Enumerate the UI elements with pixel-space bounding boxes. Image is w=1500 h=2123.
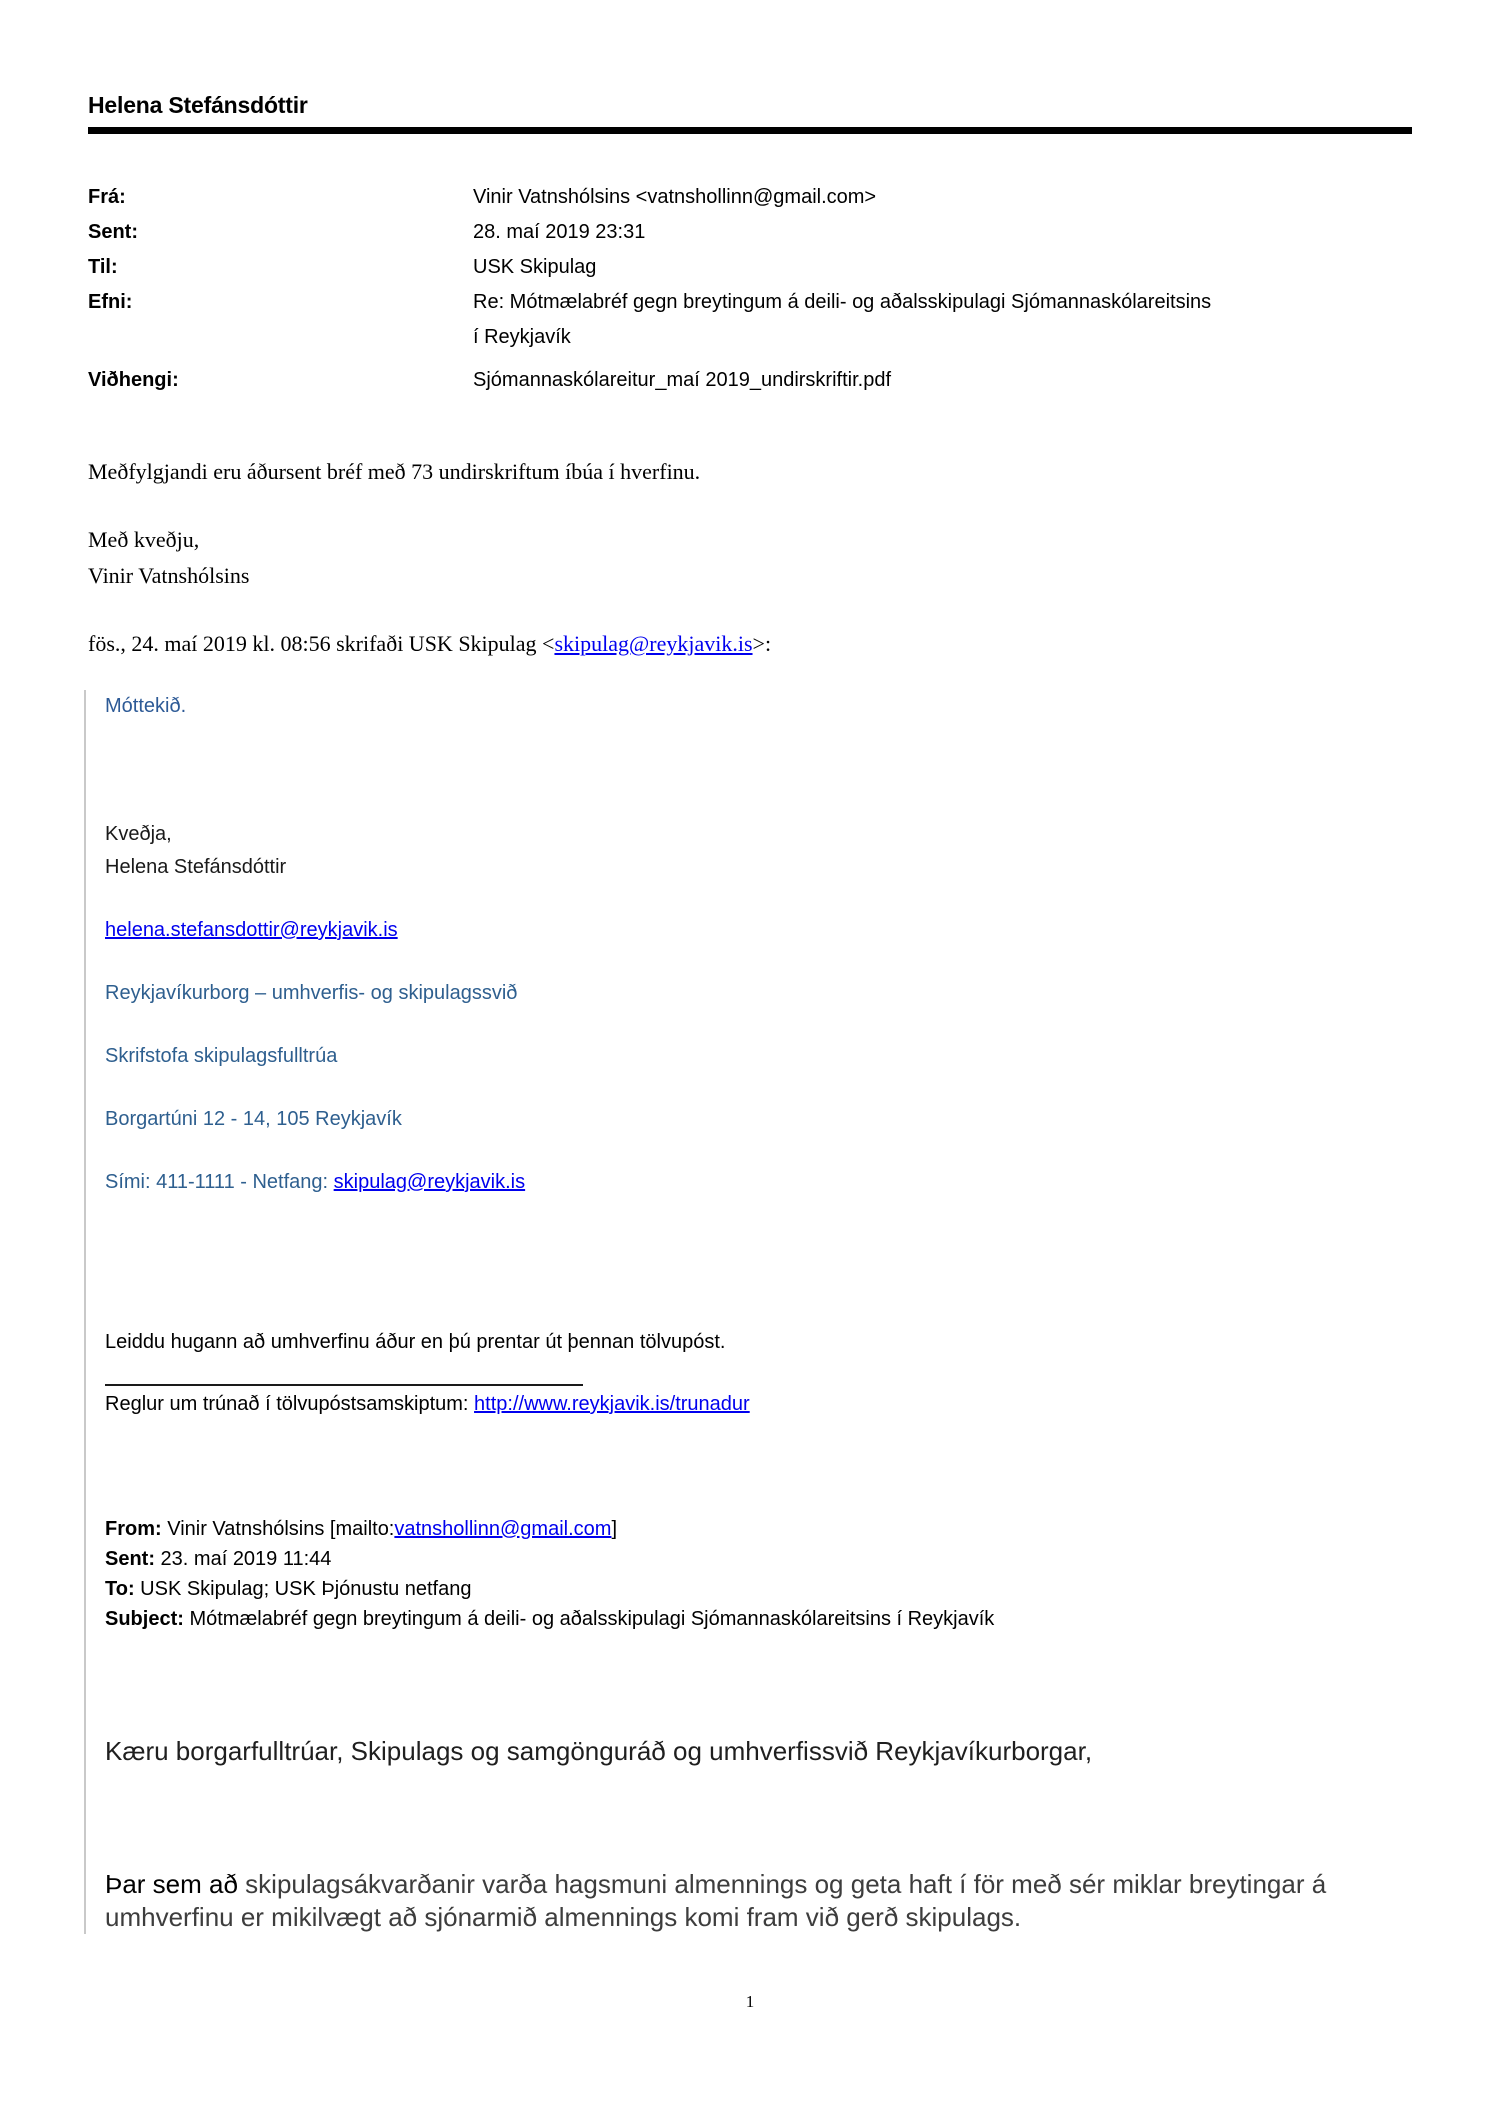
title-divider-rule — [88, 127, 1412, 134]
meta-label-from: Frá: — [88, 186, 126, 208]
received-line: Móttekið. — [105, 695, 187, 717]
forwarded-to-line — [105, 1578, 471, 1600]
from-email-link[interactable]: vatnshollinn@gmail.com — [394, 1518, 612, 1540]
meta-row-to — [88, 250, 1412, 285]
signature-greeting-block — [105, 818, 1412, 884]
to-label: To: — [105, 1578, 135, 1600]
rules-link[interactable]: http://www.reykjavik.is/trunadur — [474, 1393, 750, 1415]
to-text: USK Skipulag; USK Þjónustu netfang — [134, 1578, 472, 1600]
quoted-email-block — [84, 690, 1412, 1934]
meta-row-attachment — [88, 363, 1412, 398]
phone-prefix: Sími: 411-1111 - Netfang: — [105, 1171, 334, 1193]
rules-prefix: Reglur um trúnað í tölvupóstsamskiptum: — [105, 1393, 475, 1415]
subject-line-1: Re: Mótmælabréf gegn breytingum á deili- og aðalsskipulagi Sjómannaskólareitsins — [473, 291, 1212, 313]
forwarded-from-line — [105, 1518, 617, 1540]
office-line: Skrifstofa skipulagsfulltrúa — [105, 1045, 338, 1067]
signer-email-link[interactable]: helena.stefansdottir@reykjavik.is — [105, 919, 398, 941]
final-paragraph — [105, 1868, 1365, 1934]
eco-note-line: Leiddu hugann að umhverfinu áður en þú prentar út þennan tölvupóst. — [105, 1331, 726, 1353]
closing-line: Með kveðju, — [88, 527, 200, 552]
forwarded-subject-line — [105, 1608, 994, 1630]
meta-value-from: Vinir Vatnshólsins <vatnshollinn@gmail.com> — [473, 186, 877, 208]
address-line: Borgartúni 12 - 14, 105 Reykjavík — [105, 1108, 402, 1130]
sent-text: 23. maí 2019 11:44 — [155, 1548, 332, 1570]
reply-intro-suffix: >: — [752, 631, 772, 656]
signer-email-line — [105, 914, 1412, 946]
from-suffix: ] — [611, 1518, 617, 1540]
subject-text: Mótmælabréf gegn breytingum á deili- og aðalsskipulagi Sjómannaskólareitsins í Reykjavík — [183, 1608, 995, 1630]
signer-name: Helena Stefánsdóttir — [105, 856, 287, 878]
meta-label-sent: Sent: — [88, 221, 138, 243]
reply-intro-prefix: fös., 24. maí 2019 kl. 08:56 skrifaði USK Skipulag < — [88, 631, 555, 656]
forwarded-header-block — [105, 1514, 1412, 1634]
separator-line — [105, 1384, 583, 1386]
sender-line: Vinir Vatnshólsins — [88, 563, 250, 588]
greeting-line: Kveðja, — [105, 823, 172, 845]
meta-row-subject — [88, 285, 1412, 355]
rules-line — [105, 1388, 1412, 1420]
phone-line — [105, 1166, 1412, 1198]
from-text: Vinir Vatnshólsins [mailto: — [161, 1518, 395, 1540]
org-line: Reykjavíkurborg – umhverfis- og skipulagssvið — [105, 982, 518, 1004]
closing-block — [88, 522, 1412, 594]
meta-label-to: Til: — [88, 256, 118, 278]
meta-label-attachment: Viðhengi: — [88, 369, 179, 391]
meta-row-from — [88, 180, 1412, 215]
forwarded-sent-line — [105, 1548, 331, 1570]
subject-label: Subject: — [105, 1608, 184, 1630]
final-paragraph-lead: Þar sem að — [105, 1869, 238, 1899]
meta-row-sent — [88, 215, 1412, 250]
reply-email-link[interactable]: skipulag@reykjavik.is — [554, 631, 753, 656]
email-metadata — [88, 180, 1412, 398]
final-paragraph-rest: skipulagsákvarðanir varða hagsmuni almennings og geta haft í för með sér miklar breytingar á umhverfinu er mikilvægt að sjónarmið almennings komi fram við gerð skipulags. — [105, 1869, 1327, 1932]
sent-label: Sent: — [105, 1548, 155, 1570]
meta-value-to: USK Skipulag — [473, 256, 597, 278]
reply-intro-line — [88, 630, 1412, 658]
meta-value-sent: 28. maí 2019 23:31 — [473, 221, 646, 243]
meta-value-subject — [473, 285, 1412, 355]
page-title: Helena Stefánsdóttir — [88, 92, 308, 118]
meta-label-subject: Efni: — [88, 291, 133, 313]
salutation-line: Kæru borgarfulltrúar, Skipulags og samgönguráð og umhverfissvið Reykjavíkurborgar, — [105, 1736, 1093, 1766]
phone-email-link[interactable]: skipulag@reykjavik.is — [333, 1171, 526, 1193]
intro-paragraph: Meðfylgjandi eru áðursent bréf með 73 undirskriftum íbúa í hverfinu. — [88, 459, 701, 484]
subject-line-2: í Reykjavík — [473, 326, 571, 348]
meta-value-attachment: Sjómannaskólareitur_maí 2019_undirskriftir.pdf — [473, 369, 891, 391]
from-label: From: — [105, 1518, 162, 1540]
page-number: 1 — [745, 1992, 755, 2011]
